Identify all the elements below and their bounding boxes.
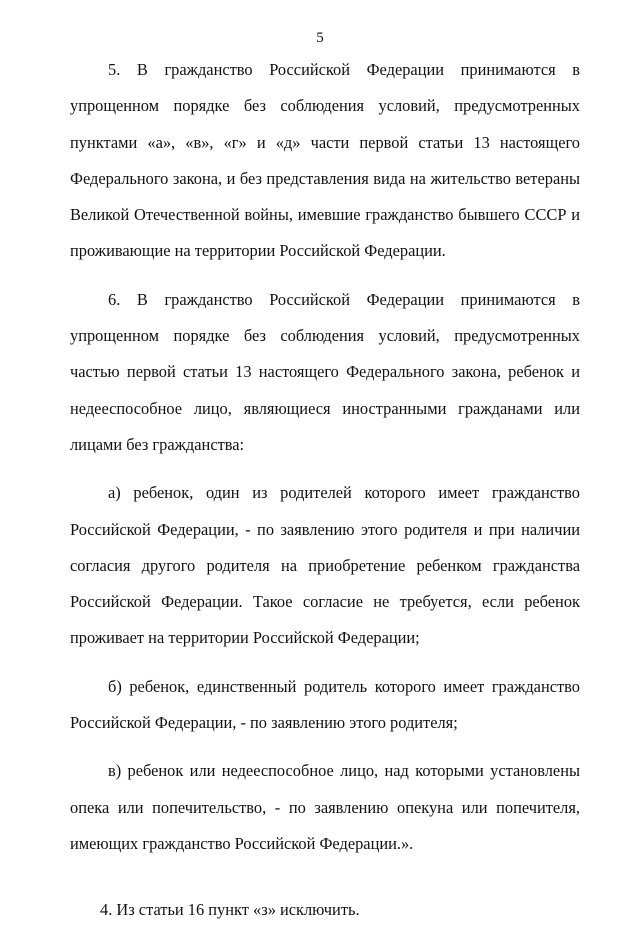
- paragraph-5: 5. В гражданство Российской Федерации принимаются в упрощенном порядке без соблюдения условий, предусмотренных пунктами «а», «в», «г» и «д» части первой статьи 13 настоящего Федерального закона, и без представления вида на жительство ветераны Великой Отечественной войны, имевшие гражданство бывшего СССР и проживающие на территории Российской Федерации.: [70, 60, 580, 261]
- page-number: 5: [316, 30, 324, 46]
- item-4: 4. Из статьи 16 пункт «з» исключить.: [100, 900, 360, 920]
- subparagraph-a: а) ребенок, один из родителей которого имеет гражданство Российской Федерации, - по заявлению этого родителя и при наличии согласия другого родителя на приобретение ребенком гражданства Российской Федерации. Такое согласие не требуется, если ребенок проживает на территории Российской Федерации;: [70, 483, 580, 648]
- paragraph-6: 6. В гражданство Российской Федерации принимаются в упрощенном порядке без соблюдения условий, предусмотренных частью первой статьи 13 настоящего Федерального закона, ребенок и недееспособное лицо, являющиеся иностранными гражданами или лицами без гражданства:: [70, 289, 580, 454]
- subparagraph-v: в) ребенок или недееспособное лицо, над которыми установлены опека или попечительство, - по заявлению опекуна или попечителя, имеющих гражданство Российской Федерации.».: [70, 761, 580, 853]
- document-body: [70, 52, 580, 929]
- subparagraph-b: б) ребенок, единственный родитель которого имеет гражданство Российской Федерации, - по заявлению этого родителя;: [70, 676, 580, 733]
